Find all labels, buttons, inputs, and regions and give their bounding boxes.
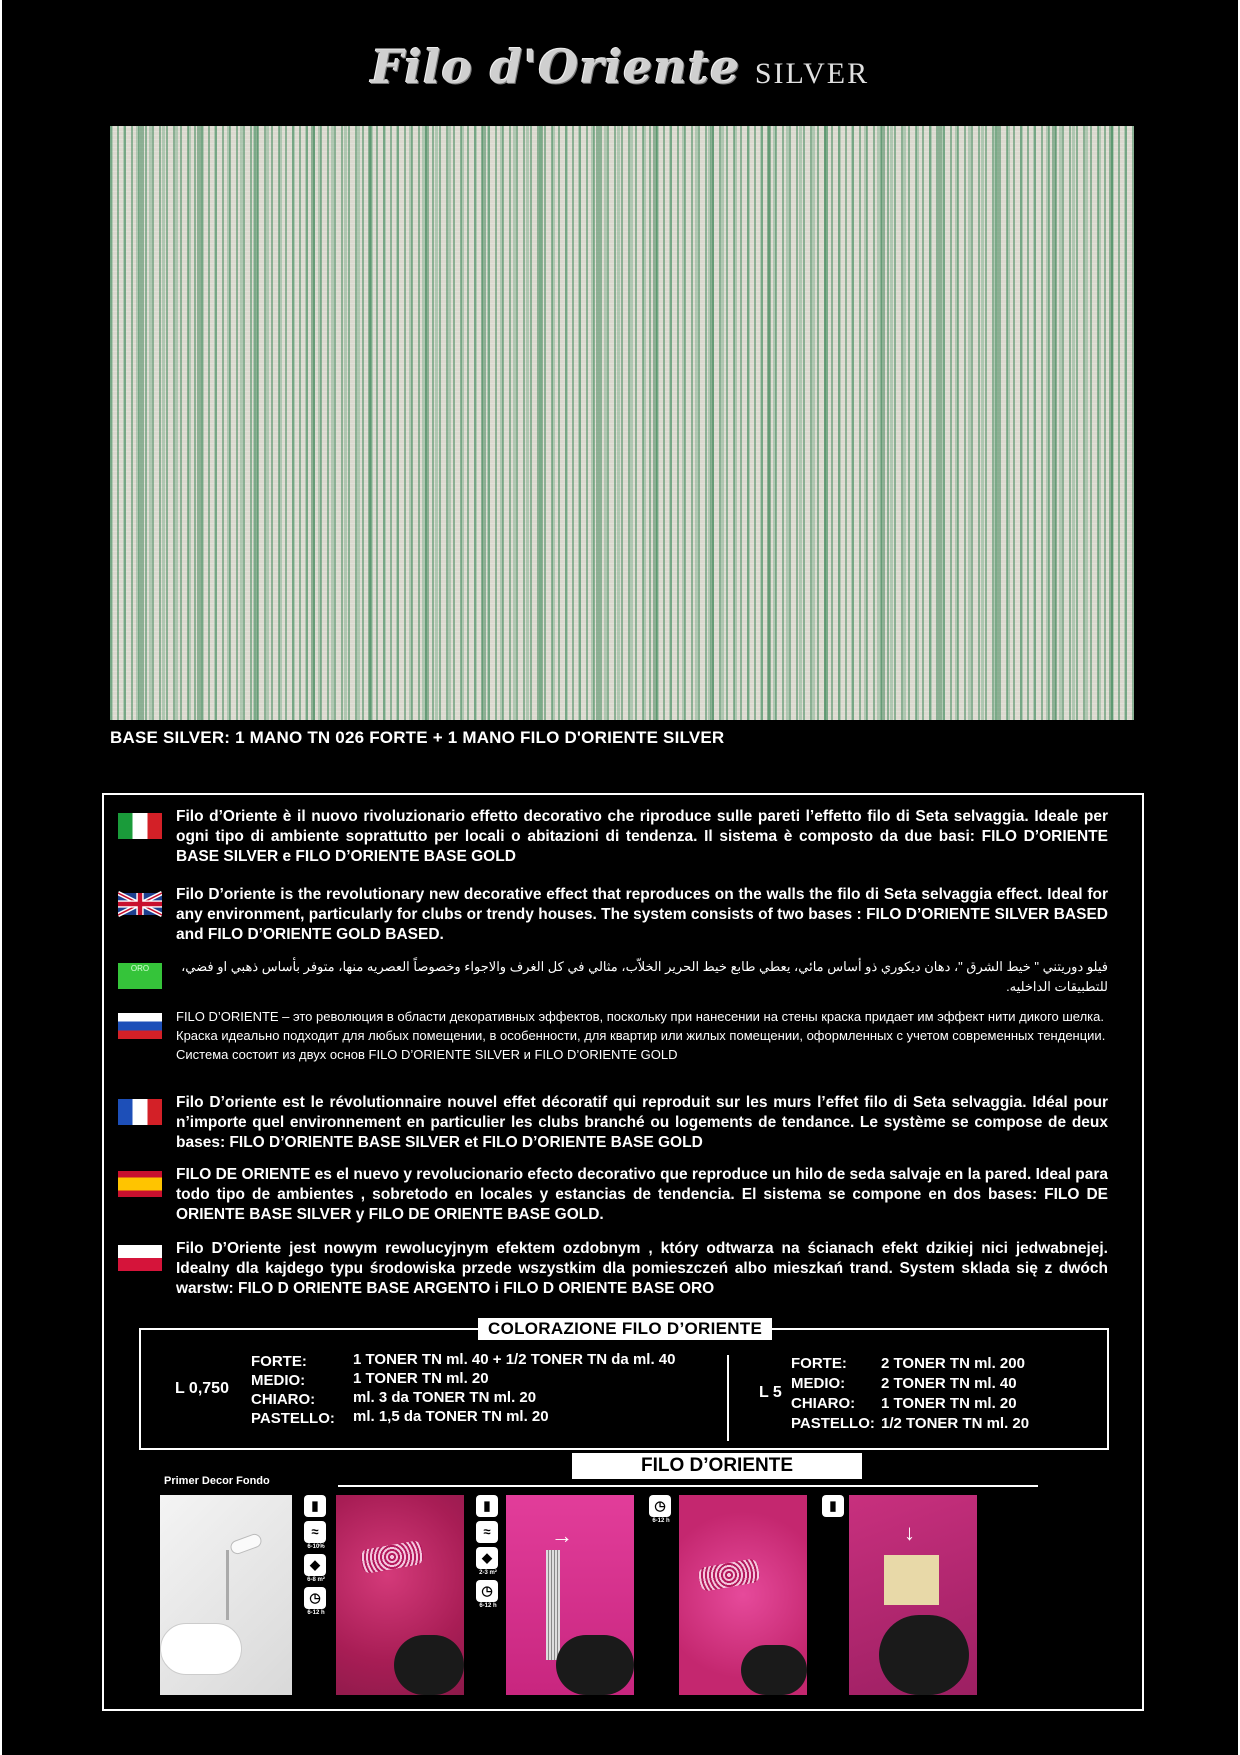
right-value-forte: 2 TONER TN ml. 200: [881, 1355, 1025, 1372]
step3-icons: [822, 1495, 846, 1521]
right-label-medio: MEDIO:: [791, 1375, 846, 1392]
primer-roller-photo: [160, 1495, 292, 1695]
clock-icon: ◷: [476, 1580, 498, 1602]
application-section-rule: [338, 1485, 1038, 1487]
product-title: [2, 40, 1238, 94]
description-box: [102, 793, 1144, 1711]
lang-text-it: Filo d’Oriente è il nuovo rivoluzionario effetto decorativo che riproduce sulle pareti l’effetto filo di Seta selvaggia. Ideale per ogni tipo di ambiente soprattutto per locali o abitazioni di tendenza. Il sistema è composto da due basi: FILO D’ORIENTE BASE SILVER e FILO D’ORIENTE BASE GOLD: [176, 808, 1108, 865]
arabic-flag-icon: ORO: [118, 963, 162, 989]
step1-drying: 6-12 h: [479, 1603, 497, 1609]
spain-flag-icon: [118, 1171, 162, 1197]
right-label-chiaro: CHIARO:: [791, 1395, 856, 1412]
right-label-forte: FORTE:: [791, 1355, 847, 1372]
brochure-sheet: [2, 0, 1238, 1755]
swatch-caption: BASE SILVER: 1 MANO TN 026 FORTE + 1 MANO FILO D'ORIENTE SILVER: [110, 728, 725, 747]
second-roller-photo: [679, 1495, 807, 1695]
primer-icons: [304, 1495, 328, 1620]
white-roller: [229, 1532, 264, 1556]
brush-icon: ▮: [304, 1495, 326, 1517]
dark-sleeve-hand: [741, 1645, 807, 1695]
arrow-right-icon: →: [551, 1523, 573, 1548]
left-value-medio: 1 TONER TN ml. 20: [353, 1370, 489, 1387]
primer-label: Primer Decor Fondo: [164, 1475, 270, 1487]
application-section-title: FILO D’ORIENTE: [572, 1453, 862, 1479]
clock-icon: ◷: [649, 1495, 671, 1517]
coloration-separator: [727, 1355, 729, 1441]
arrow-down-icon: ↓: [904, 1520, 915, 1545]
step1-coverage: 2-3 m²: [479, 1570, 497, 1576]
russia-flag-icon: [118, 1013, 162, 1039]
coverage-icon: ◆: [476, 1547, 498, 1569]
primer-drying: 6-12 h: [307, 1610, 325, 1616]
water-dilution-icon: ≈: [304, 1521, 326, 1543]
textured-roller: [359, 1540, 424, 1574]
lang-text-en: Filo D’oriente is the revolutionary new decorative effect that reproduces on the walls the filo di Seta selvaggia effect. Ideal for any environment, particularly for clubs or trendy houses. The system consists of two bases : FILO D’ORIENTE SILVER BASED and FILO D’ORIENTE GOLD BASED.: [176, 886, 1108, 943]
uk-flag-icon: [118, 891, 162, 917]
coloration-table: [139, 1319, 1109, 1450]
roller-application-photo: [336, 1495, 464, 1695]
right-value-pastello: 1/2 TONER TN ml. 20: [881, 1415, 1030, 1432]
brush-stroke-photo: [506, 1495, 634, 1695]
left-label-forte: FORTE:: [251, 1353, 307, 1370]
brush-tool: [546, 1550, 560, 1660]
textured-roller: [697, 1558, 760, 1592]
left-label-chiaro: CHIARO:: [251, 1391, 316, 1408]
sponge-pad: [884, 1555, 939, 1605]
sponge-finish-photo: [849, 1495, 977, 1695]
clock-icon: ◷: [304, 1587, 326, 1609]
primer-coverage: 6-8 m²: [307, 1577, 325, 1583]
brush-icon: ▮: [822, 1495, 844, 1517]
lang-text-es: FILO DE ORIENTE es el nuevo y revolucionario efecto decorativo que reproduce un hilo de seda salvaje en la pared. Ideal para todo tipo de ambientes , sobretodo en locales y estancias de tendencia. El sistema se compone en dos bases: FILO DE ORIENTE BASE SILVER y FILO DE ORIENTE BASE GOLD.: [176, 1166, 1108, 1223]
step2-drying: 6-12 h: [652, 1518, 670, 1524]
right-value-chiaro: 1 TONER TN ml. 20: [881, 1395, 1017, 1412]
dark-sleeve-hand: [556, 1635, 634, 1695]
water-dilution-icon: ≈: [476, 1521, 498, 1543]
dark-sleeve-hand: [879, 1615, 969, 1695]
left-label-medio: MEDIO:: [251, 1372, 306, 1389]
step1-icons: [476, 1495, 500, 1613]
right-size-label: L 5: [759, 1384, 782, 1401]
dark-sleeve-hand: [394, 1635, 464, 1695]
white-sleeve-hand: [160, 1623, 242, 1675]
left-label-pastello: PASTELLO:: [251, 1410, 335, 1427]
primer-dilution: 6-10%: [307, 1544, 325, 1550]
right-value-medio: 2 TONER TN ml. 40: [881, 1375, 1017, 1392]
france-flag-icon: [118, 1099, 162, 1125]
left-value-pastello: ml. 1,5 da TONER TN ml. 20: [353, 1408, 549, 1425]
left-value-chiaro: ml. 3 da TONER TN ml. 20: [353, 1389, 537, 1406]
lang-text-ru: FILO D’ORIENTE – это революция в области декоративных эффектов, поскольку при нанесении на стены краска придает им эффект нити дикого шелка. Краска идеально подходит для любых помещении, в особенности, для квартир или жилых помещении, оформленных с учетом современных тенденции. Система состоит из двух основ FILO D’ORIENTE SILVER и FILO D’ORIENTE GOLD: [176, 1009, 1106, 1062]
lang-text-fr: Filo D’oriente est le révolutionnaire nouvel effet décoratif qui reproduit sur les murs l’effet filo di Seta selvaggia. Idéal pour n’importe quel environnement en particulier les clubs branché ou logements de tendance. Le système se compose de deux bases: FILO D’ORIENTE BASE SILVER et FILO D’ORIENTE BASE GOLD: [176, 1094, 1108, 1151]
coverage-icon: ◆: [304, 1554, 326, 1576]
right-label-pastello: PASTELLO:: [791, 1415, 875, 1432]
title-silver: SILVER: [754, 57, 870, 90]
left-size-label: L 0,750: [175, 1380, 229, 1397]
step2-icons: [649, 1495, 673, 1528]
lang-text-pl: Filo D’Oriente jest nowym rewolucyjnym efektem ozdobnym , który odtwarza na ścianach efekt dzikiej nici jedwabnejej. Idealny dla kajdego typu środowiska przede wszystkim dla pomieszczeń albo mieszkań trand. System sklada się z dwóch warstw: FILO D ORIENTE BASE ARGENTO i FILO D ORIENTE BASE ORO: [176, 1240, 1108, 1297]
poland-flag-icon: [118, 1245, 162, 1271]
lang-text-ar: فيلو دوريتني " خيط الشرق "، دهان ديكوري ذو أساس مائي، يعطي طابع خيط الحرير الخلاّب، مثالي في كل الغرف والاجواء وخصوصاً العصريه منها، متوفر بأساس ذهبي او فضي، للتطبيقات الداخليه.: [181, 959, 1108, 994]
coloration-title: COLORAZIONE FILO D’ORIENTE: [478, 1318, 772, 1340]
brush-icon: ▮: [476, 1495, 498, 1517]
title-script: Filo d'Oriente: [370, 40, 741, 94]
roller-handle: [226, 1550, 229, 1620]
italy-flag-icon: [118, 813, 162, 839]
left-value-forte: 1 TONER TN ml. 40 + 1/2 TONER TN da ml. 40: [353, 1351, 676, 1368]
texture-swatch-image: [110, 126, 1134, 720]
